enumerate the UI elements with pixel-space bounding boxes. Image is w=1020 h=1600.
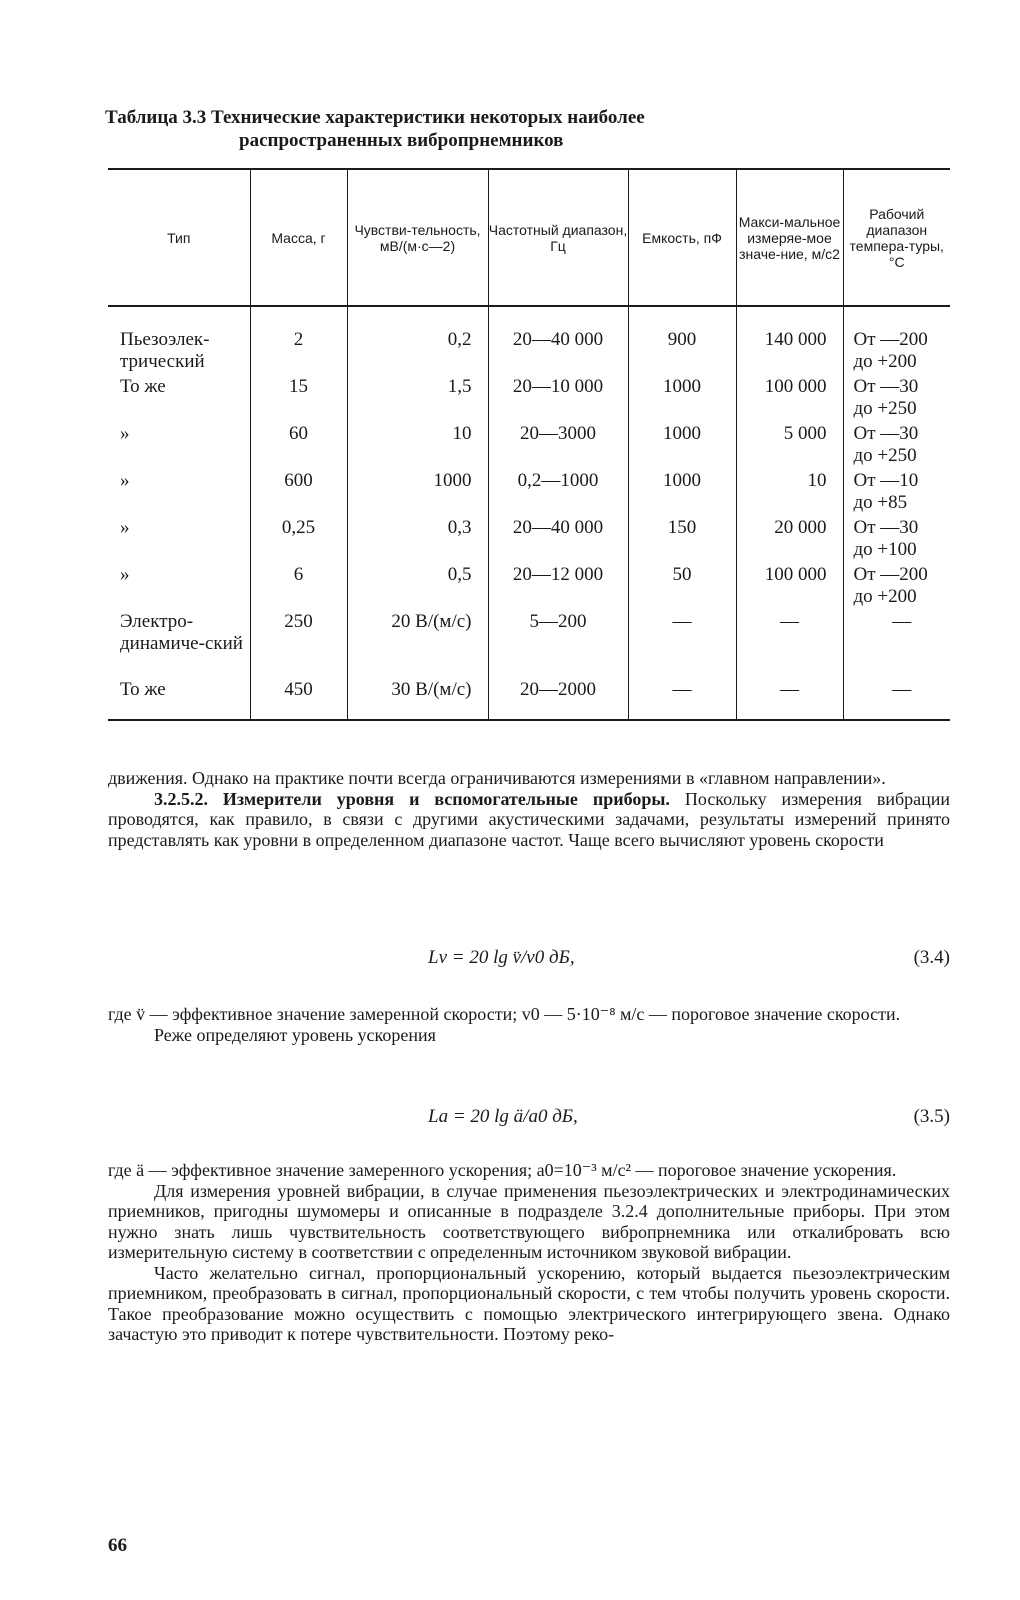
cell-max-value: 140 000 bbox=[736, 306, 843, 374]
temp-from: — bbox=[892, 611, 912, 632]
specs-table bbox=[108, 168, 950, 721]
cell-sensitivity: 10 bbox=[347, 421, 488, 468]
cell-type: » bbox=[120, 470, 130, 491]
paragraph: Реже определяют уровень ускорения bbox=[154, 1024, 436, 1045]
formula-3-4 bbox=[108, 946, 950, 970]
cell-type: Электро-динамиче-ский bbox=[120, 611, 243, 654]
cell-max-value: — bbox=[736, 609, 843, 677]
temp-from: От —200 bbox=[853, 329, 928, 350]
cell-temperature bbox=[843, 374, 950, 421]
header-capacitance: Емкость, пФ bbox=[628, 169, 736, 306]
caption-line-2: распространенных вибропрнемников bbox=[239, 130, 564, 151]
temp-to: до +250 bbox=[853, 445, 917, 466]
paragraph: движения. Однако на практике почти всегда ограничиваются измерениями в «главном направлении». bbox=[108, 768, 886, 788]
temp-from: — bbox=[892, 679, 912, 700]
cell-type: » bbox=[120, 517, 130, 538]
formula-number: (3.4) bbox=[913, 947, 950, 968]
cell-frequency: 20—40 000 bbox=[488, 306, 628, 374]
header-sensitivity: Чувстви-тельность, мВ/(м·с—2) bbox=[347, 169, 488, 306]
cell-max-value: 100 000 bbox=[736, 374, 843, 421]
page-number: 66 bbox=[108, 1535, 127, 1556]
cell-type: То же bbox=[120, 679, 166, 700]
cell-capacitance: 1000 bbox=[628, 468, 736, 515]
cell-type: » bbox=[120, 423, 130, 444]
body-block-2 bbox=[108, 1004, 950, 1045]
section-heading: 3.2.5.2. Измерители уровня и вспомогательные приборы. bbox=[154, 788, 670, 809]
formula-expression: La = 20 lg ä/a0 дБ, bbox=[428, 1106, 578, 1127]
temp-from: От —30 bbox=[853, 517, 919, 538]
table-row bbox=[108, 562, 950, 609]
cell-temperature bbox=[843, 468, 950, 515]
cell-max-value: — bbox=[736, 677, 843, 720]
temp-to: до +250 bbox=[853, 398, 917, 419]
cell-sensitivity: 30 В/(м/с) bbox=[347, 677, 488, 720]
cell-capacitance: — bbox=[628, 677, 736, 720]
cell-max-value: 20 000 bbox=[736, 515, 843, 562]
table-row bbox=[108, 677, 950, 720]
cell-frequency: 0,2—1000 bbox=[488, 468, 628, 515]
cell-capacitance: 50 bbox=[628, 562, 736, 609]
cell-sensitivity: 1000 bbox=[347, 468, 488, 515]
paragraph bbox=[108, 789, 950, 851]
table-header-row bbox=[108, 169, 950, 306]
header-max-value: Макси-мальное измеряе-мое значе-ние, м/с2 bbox=[736, 169, 843, 306]
cell-mass: 250 bbox=[250, 609, 347, 677]
cell-frequency: 5—200 bbox=[488, 609, 628, 677]
cell-temperature bbox=[843, 421, 950, 468]
cell-capacitance: 150 bbox=[628, 515, 736, 562]
paragraph: Для измерения уровней вибрации, в случае применения пьезоэлектрических и электродинамических приемников, пригодны шумомеры и описанные в подразделе 3.2.4 дополнительные приборы. При этом нужно знать лишь чувствительность соответствующего вибропрнемника или откалибровать всю измерительную систему в соответствии с определенным источником звуковой вибрации. bbox=[108, 1180, 950, 1262]
cell-temperature bbox=[843, 562, 950, 609]
table-row bbox=[108, 609, 950, 677]
cell-mass: 2 bbox=[250, 306, 347, 374]
cell-sensitivity: 20 В/(м/с) bbox=[347, 609, 488, 677]
header-frequency: Частотный диапазон, Гц bbox=[488, 169, 628, 306]
temp-from: От —10 bbox=[853, 470, 919, 491]
cell-sensitivity: 1,5 bbox=[347, 374, 488, 421]
temp-to: до +200 bbox=[853, 586, 917, 607]
cell-sensitivity: 0,2 bbox=[347, 306, 488, 374]
cell-mass: 15 bbox=[250, 374, 347, 421]
temp-from: От —30 bbox=[853, 376, 919, 397]
table-row bbox=[108, 421, 950, 468]
paragraph: Часто желательно сигнал, пропорциональный ускорению, который выдается пьезоэлектрическим приемником, преобразовать в сигнал, пропорциональный скорости, с тем чтобы получить уровень скорости. Такое преобразование можно осуществить с помощью электрического интегрирующего звена. Однако зачастую это приводит к потере чувствительности. Поэтому реко- bbox=[108, 1262, 950, 1344]
cell-capacitance: 1000 bbox=[628, 421, 736, 468]
cell-type: Пьезоэлек-трический bbox=[120, 329, 210, 372]
paragraph-body: Поскольку измерения вибрации проводятся, как правило, в связи с другими акустическими задачами, результаты измерений принято представлять как уровни в определенном диапазоне частот. Чаще всего вычисляют уровень скорости bbox=[108, 788, 951, 850]
formula-expression: Lv = 20 lg v̈/v0 дБ, bbox=[428, 947, 575, 968]
temp-to: до +85 bbox=[853, 492, 908, 513]
paragraph: где ä — эффективное значение замеренного ускорения; a0=10⁻³ м/с² — пороговое значение ускорения. bbox=[108, 1160, 897, 1180]
cell-capacitance: — bbox=[628, 609, 736, 677]
cell-temperature bbox=[843, 515, 950, 562]
table-row bbox=[108, 468, 950, 515]
body-block-3 bbox=[108, 1160, 950, 1345]
temp-from: От —30 bbox=[853, 423, 919, 444]
temp-to: до +200 bbox=[853, 351, 917, 372]
cell-frequency: 20—40 000 bbox=[488, 515, 628, 562]
cell-max-value: 5 000 bbox=[736, 421, 843, 468]
cell-temperature bbox=[843, 609, 950, 677]
cell-sensitivity: 0,3 bbox=[347, 515, 488, 562]
header-type: Тип bbox=[108, 169, 250, 306]
table-caption bbox=[105, 106, 825, 152]
formula-number: (3.5) bbox=[913, 1106, 950, 1127]
cell-frequency: 20—12 000 bbox=[488, 562, 628, 609]
table-row bbox=[108, 374, 950, 421]
cell-mass: 0,25 bbox=[250, 515, 347, 562]
table-row bbox=[108, 515, 950, 562]
header-temperature: Рабочий диапазон темпера-туры, °С bbox=[843, 169, 950, 306]
cell-temperature bbox=[843, 677, 950, 720]
temp-from: От —200 bbox=[853, 564, 928, 585]
cell-capacitance: 1000 bbox=[628, 374, 736, 421]
cell-frequency: 20—2000 bbox=[488, 677, 628, 720]
cell-max-value: 10 bbox=[736, 468, 843, 515]
paragraph: где v̈ — эффективное значение замеренной скорости; v0 — 5·10⁻⁸ м/с — пороговое значение скорости. bbox=[108, 1004, 901, 1024]
cell-sensitivity: 0,5 bbox=[347, 562, 488, 609]
cell-mass: 600 bbox=[250, 468, 347, 515]
body-block-1 bbox=[108, 768, 950, 850]
cell-mass: 6 bbox=[250, 562, 347, 609]
temp-to: до +100 bbox=[853, 539, 917, 560]
cell-type: То же bbox=[120, 376, 166, 397]
cell-capacitance: 900 bbox=[628, 306, 736, 374]
table-row bbox=[108, 306, 950, 374]
caption-line-1: Таблица 3.3 Технические характеристики некоторых наиболее bbox=[105, 107, 645, 128]
cell-type: » bbox=[120, 564, 130, 585]
cell-max-value: 100 000 bbox=[736, 562, 843, 609]
cell-mass: 450 bbox=[250, 677, 347, 720]
cell-temperature bbox=[843, 306, 950, 374]
header-mass: Масса, г bbox=[250, 169, 347, 306]
formula-3-5 bbox=[108, 1105, 950, 1129]
cell-mass: 60 bbox=[250, 421, 347, 468]
cell-frequency: 20—3000 bbox=[488, 421, 628, 468]
cell-frequency: 20—10 000 bbox=[488, 374, 628, 421]
